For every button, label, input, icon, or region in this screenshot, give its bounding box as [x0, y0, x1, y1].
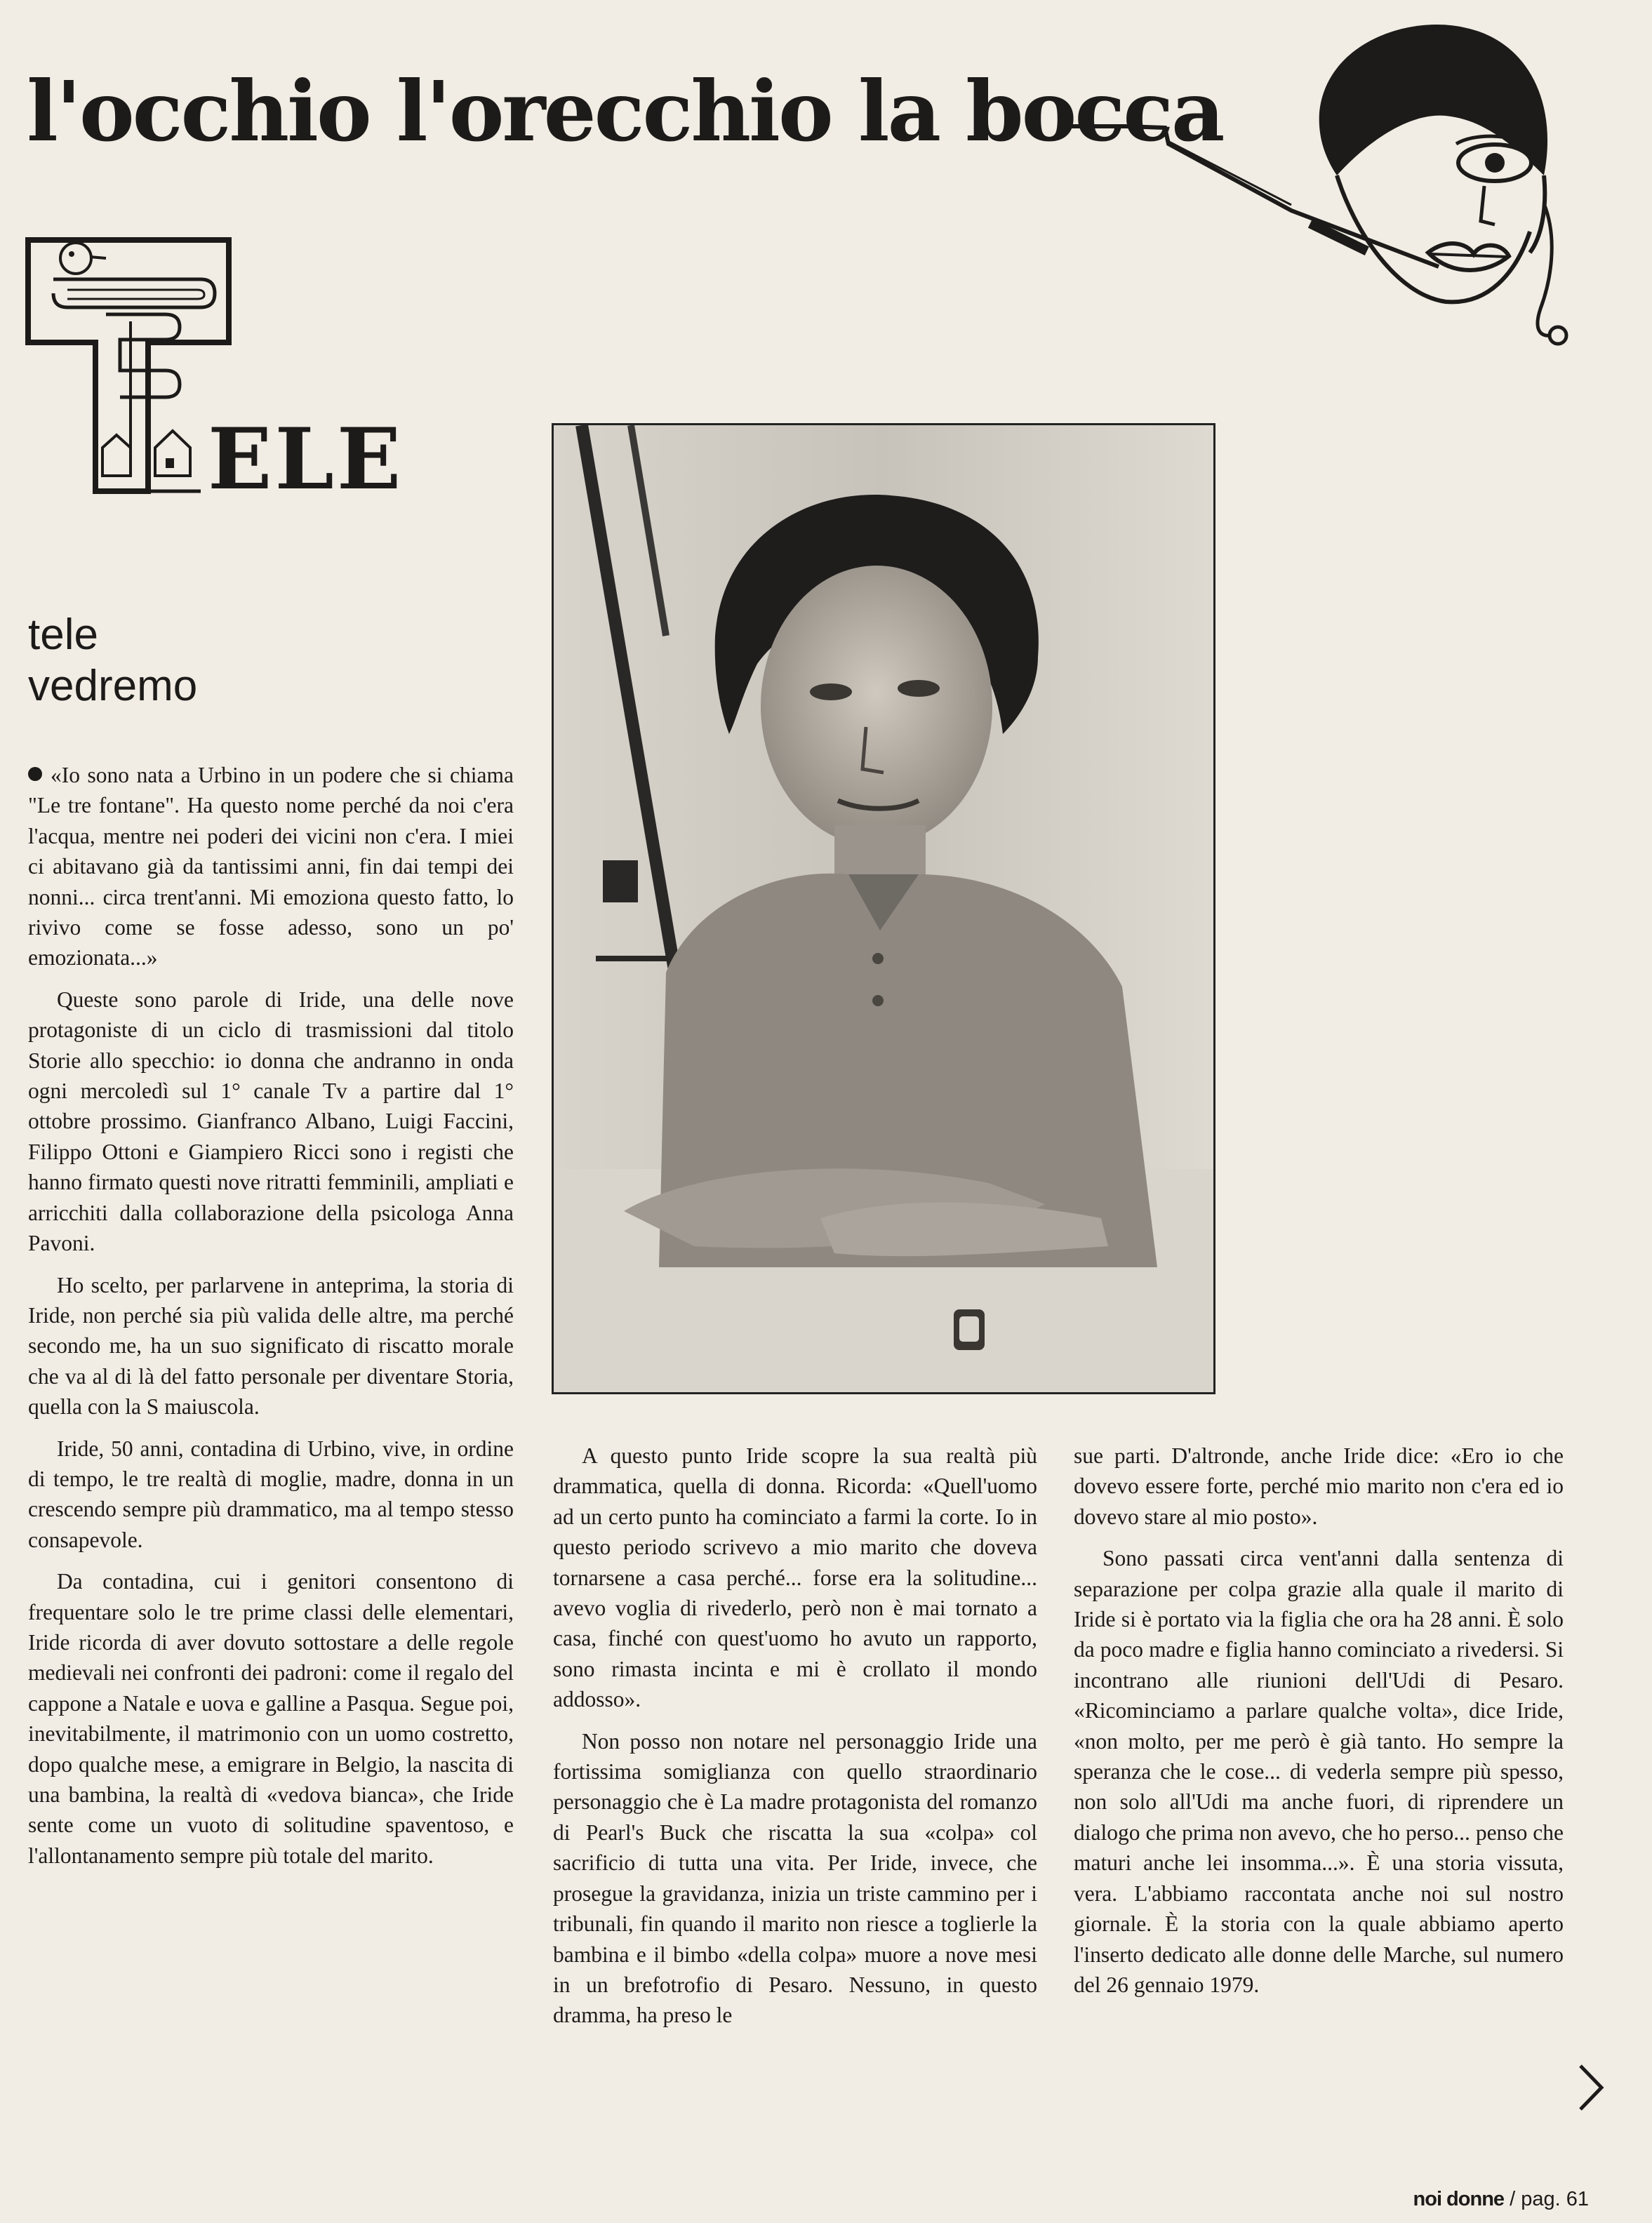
portrait-photo	[552, 423, 1215, 1394]
article-paragraph: Ho scelto, per parlarvene in anteprima, la storia di Iride, non perché sia più valida delle altre, ma perché secondo me, ha un suo significato di riscatto morale che va al di là del fatto personale per diventare Storia, quella con la S maiuscola.	[28, 1272, 514, 1420]
article-paragraph: Da contadina, cui i genitori consentono di frequentare solo le tre prime classi delle elementari, Iride ricorda di aver dovuto sottostare a delle regole medievali nei confronti dei padroni: come il regalo del cappone a Natale e uova e galline a Pasqua. Segue poi, inevitabilmente, il matrimonio con un uomo costretto, dopo qualche mese, a emigrare in Belgio, la nascita di una bambina, la realtà di «vedova bianca», che Iride sente come un vuoto di solitudine spaventoso, e l'allontanamento sempre più totale del marito.	[28, 1569, 514, 1868]
article-paragraph: «Io sono nata a Urbino in un podere che si chiama "Le tre fontane". Ha questo nome perché da noi c'era l'acqua, mentre nei poderi dei vicini non c'era. I miei ci abitavano già da tantissimi anni, fin dai tempi dei nonni... circa trent'anni. Mi emoziona questo fatto, lo rivivo come se fosse adesso, sono un po' emozionata...»	[28, 763, 514, 970]
article-paragraph: Sono passati circa vent'anni dalla sentenza di separazione per colpa grazie alla quale il marito di Iride si è portato via la figlia che ora ha 28 anni. È solo da poco madre e figlia hanno cominciato a rivedersi. Si incontrano alle riunioni dell'Udi di Pesaro. «Ricominciamo a parlare qualche volta», dice Iride, «non molto, per me però è già tanto. Ho sempre la speranza che le cose... di vederla sempre più spesso, non solo all'Udi ma anche fuori, di riprendere un dialogo che prima non avevo, che ho perso... penso che maturi anche lei insomma...». È una storia vissuta, vera. L'abbiamo raccontata anche noi sul nostro giornale. È la storia con la quale abbiamo aperto l'inserto dedicato alle donne delle Marche, sul numero del 26 gennaio 1979.	[1074, 1546, 1564, 1997]
section-title	[28, 609, 197, 712]
next-page-arrow-icon	[1578, 2063, 1606, 2112]
article-paragraph: Iride, 50 anni, contadina di Urbino, vive, in ordine di tempo, le tre realtà di moglie, madre, donna in un crescendo sempre più drammatico, ma al tempo stesso consapevole.	[28, 1436, 514, 1552]
page-number: pag. 61	[1521, 2188, 1589, 2210]
article-column-3	[1074, 1441, 1564, 2011]
masthead-title: l'occhio l'orecchio la bocca	[27, 62, 1223, 160]
article-paragraph: sue parti. D'altronde, anche Iride dice: «Ero io che dovevo essere forte, perché mio marito non c'era ed io dovevo stare al mio posto».	[1074, 1443, 1564, 1529]
tele-logo-letters: ELE	[208, 410, 404, 497]
magazine-name: noi donne	[1413, 2188, 1505, 2210]
article-column-1	[28, 760, 514, 1882]
article-column-2	[553, 1441, 1037, 2042]
footer-separator: /	[1510, 2188, 1516, 2210]
article-paragraph: Non posso non notare nel personaggio Iride una fortissima somiglianza con quello straordinario personaggio che è La madre protagonista del romanzo di Pearl's Buck che riscatta la sua «colpa» col sacrificio di tutta una vita. Per Iride, invece, che prosegue la gravidanza, inizia un triste cammino per i tribunali, fin quando il marito non riesce a toglierle la bambina e il bimbo «della colpa» muore a nove mesi in un brefotrofio di Pesaro. Nessuno, in questo dramma, ha preso le	[553, 1728, 1037, 2028]
article-paragraph: A questo punto Iride scopre la sua realtà più drammatica, quella di donna. Ricorda: «Quell'uomo ad un certo punto ha cominciato a farmi la corte. Io in questo periodo scrivevo a mio marito che doveva tornarsene a casa perché... forse era la solitudine... avevo voglia di rivederlo, però non è mai tornato a casa, finché con quest'uomo ho avuto un rapporto, sono rimasta incinta e mi è crollato il mondo addosso».	[553, 1443, 1037, 1712]
section-title-line2: vedremo	[28, 662, 198, 711]
article-paragraph: Queste sono parole di Iride, una delle nove protagoniste di un ciclo di trasmissioni dal titolo Storie allo specchio: io donna che andranno in onda ogni mercoledì sul 1° canale Tv a partire dal 1° ottobre prossimo. Gianfranco Albano, Luigi Faccini, Filippo Ottoni e Giampiero Ricci sono i registi che hanno firmato questi nove ritratti femminili, ampliati e arricchiti dalla collaborazione della psicologa Anna Pavoni.	[28, 987, 514, 1256]
section-title-line1: tele	[28, 610, 98, 659]
page-footer	[1413, 2188, 1589, 2211]
tele-section-logo	[25, 237, 418, 497]
bullet-icon	[28, 767, 42, 781]
